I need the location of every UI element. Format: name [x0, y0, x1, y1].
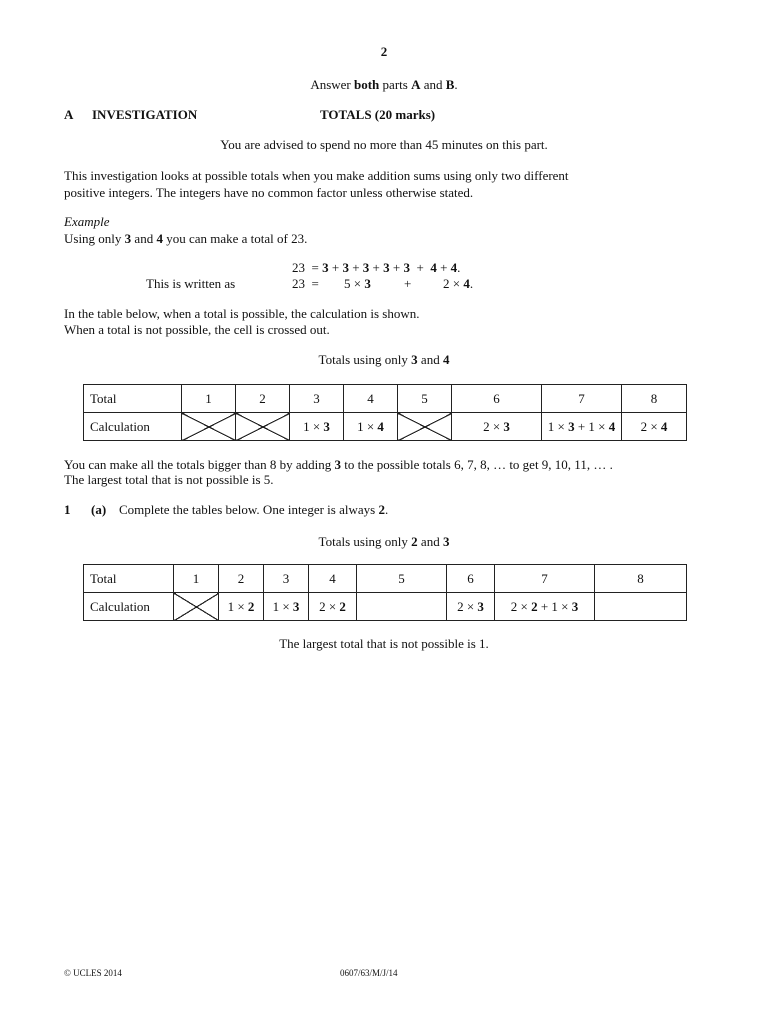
- total-cell: 7: [542, 385, 622, 413]
- totals-table-3-4: [83, 384, 687, 441]
- written-as-label: This is written as: [146, 276, 236, 291]
- time-advice: You are advised to spend no more than 45 minutes on this part.: [220, 137, 548, 152]
- crossed-out-cell: [398, 413, 452, 441]
- calculation-cell: 2 × 3: [452, 413, 542, 441]
- total-cell: 3: [290, 385, 344, 413]
- description-line-1: This investigation looks at possible totals when you make addition sums using only two different: [64, 168, 569, 183]
- footer-copyright: © UCLES 2014: [64, 968, 122, 978]
- calculation-cell: 1 × 3 + 1 × 4: [542, 413, 622, 441]
- row-label-total: Total: [84, 385, 182, 413]
- example-line: Using only 3 and 4 you can make a total of 23.: [64, 231, 308, 246]
- example-label: Example: [64, 214, 110, 229]
- question-part: (a): [91, 502, 107, 517]
- section-name: INVESTIGATION: [92, 107, 198, 122]
- total-cell: 3: [264, 565, 309, 593]
- crossed-out-cell: [174, 593, 219, 621]
- intro-line: Answer both parts A and B.: [310, 77, 458, 92]
- total-cell: 5: [398, 385, 452, 413]
- table-row: [84, 385, 687, 413]
- total-cell: 7: [495, 565, 595, 593]
- table-note-line-1: In the table below, when a total is possible, the calculation is shown.: [64, 306, 420, 321]
- calculation-cell: 2 × 2 + 1 × 3: [495, 593, 595, 621]
- row-label-calculation: Calculation: [84, 593, 174, 621]
- footer-paper-code: 0607/63/M/J/14: [340, 968, 398, 978]
- table-note-line-2: When a total is not possible, the cell is crossed out.: [64, 322, 330, 337]
- total-cell: 4: [309, 565, 357, 593]
- answer-blank-cell[interactable]: [595, 593, 687, 621]
- page-number: 2: [380, 44, 388, 59]
- crossed-out-cell: [236, 413, 290, 441]
- total-cell: 6: [452, 385, 542, 413]
- crossed-out-cell: [182, 413, 236, 441]
- total-cell: 4: [344, 385, 398, 413]
- after-table-line-1: You can make all the totals bigger than 8 by adding 3 to the possible totals 6, 7, 8, … to get 9, 10, 11, … .: [64, 457, 613, 472]
- total-cell: 6: [447, 565, 495, 593]
- table-row: [84, 593, 687, 621]
- table-row: [84, 565, 687, 593]
- calculation-cell: 1 × 4: [344, 413, 398, 441]
- table2-caption: Totals using only 2 and 3: [318, 534, 450, 549]
- total-cell: 2: [236, 385, 290, 413]
- total-cell: 2: [219, 565, 264, 593]
- calculation-cell: 1 × 2: [219, 593, 264, 621]
- example-equation-1: 23 = 3 + 3 + 3 + 3 + 3 + 4 + 4.: [292, 260, 461, 275]
- total-cell: 1: [182, 385, 236, 413]
- answer-blank-cell[interactable]: [357, 593, 447, 621]
- calculation-cell: 2 × 2: [309, 593, 357, 621]
- calculation-cell: 1 × 3: [290, 413, 344, 441]
- total-cell: 8: [622, 385, 687, 413]
- totals-table-2-3: [83, 564, 687, 621]
- after-table-line-2: The largest total that is not possible is 5.: [64, 472, 274, 487]
- section-letter: A: [64, 107, 74, 122]
- calculation-cell: 1 × 3: [264, 593, 309, 621]
- table2-note: The largest total that is not possible is 1.: [279, 636, 489, 651]
- section-title: TOTALS (20 marks): [320, 107, 436, 122]
- question-number: 1: [64, 502, 71, 517]
- table-row: [84, 413, 687, 441]
- question-text: Complete the tables below. One integer is always 2.: [119, 502, 389, 517]
- total-cell: 1: [174, 565, 219, 593]
- calculation-cell: 2 × 4: [622, 413, 687, 441]
- table1-caption: Totals using only 3 and 4: [318, 352, 450, 367]
- calculation-cell: 2 × 3: [447, 593, 495, 621]
- total-cell: 8: [595, 565, 687, 593]
- row-label-total: Total: [84, 565, 174, 593]
- description-line-2: positive integers. The integers have no common factor unless otherwise stated.: [64, 185, 474, 200]
- total-cell: 5: [357, 565, 447, 593]
- row-label-calculation: Calculation: [84, 413, 182, 441]
